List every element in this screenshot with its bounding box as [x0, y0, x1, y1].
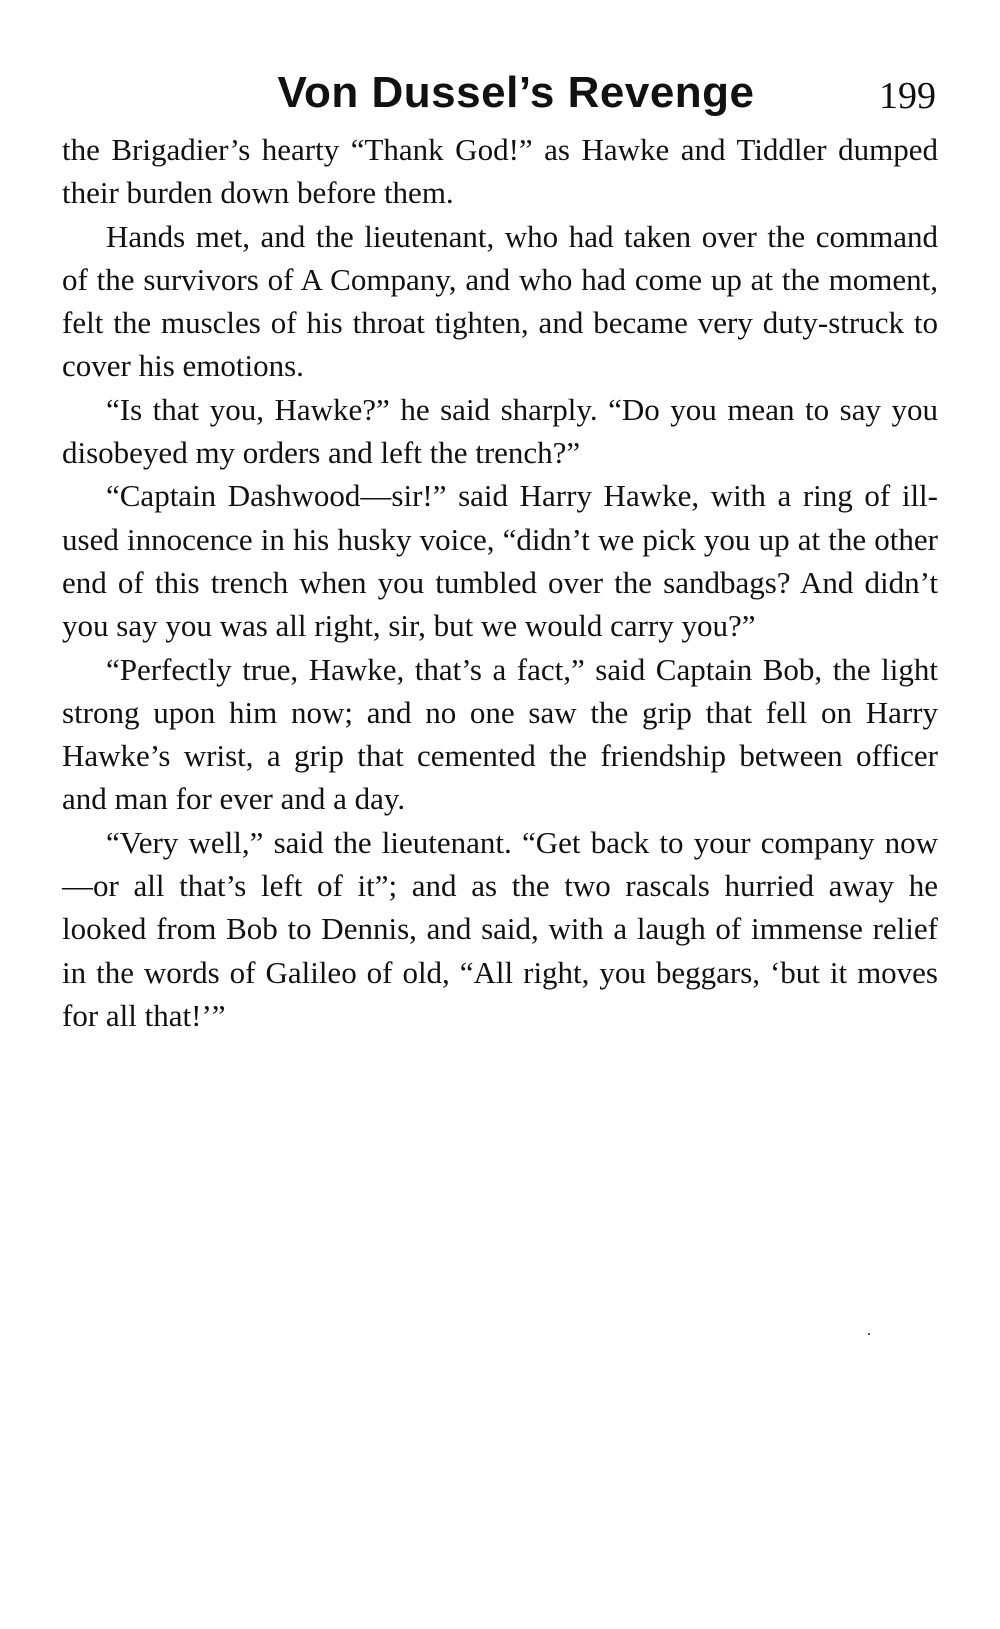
- paragraph: Hands met, and the lieutenant, who had taken over the command of the survivors of A Company, and who had come up at the moment, felt the muscles of his throat tighten, and became very duty-struck to cover his emotions.: [62, 218, 938, 384]
- paragraph: “Captain Dashwood—sir!” said Harry Hawke, with a ring of ill-used innocence in his husky voice, “didn’t we pick you up at the other end of this trench when you tumbled over the sandbags? And didn’t you say you was all right, sir, but we would carry you?”: [62, 478, 938, 644]
- body-text: [62, 128, 938, 1037]
- book-page: [62, 58, 938, 1037]
- print-speck: [868, 1333, 870, 1335]
- paragraph: “Perfectly true, Hawke, that’s a fact,” said Captain Bob, the light strong upon him now; and no one saw the grip that fell on Harry Hawke’s wrist, a grip that cemented the friendship between officer and man for ever and a day.: [62, 651, 938, 817]
- running-title: Von Dussel’s Revenge: [277, 68, 755, 117]
- page-number: 199: [879, 75, 936, 117]
- page-header: [62, 58, 938, 128]
- paragraph-continued: the Brigadier’s hearty “Thank God!” as Hawke and Tiddler dumped their burden down before them.: [62, 132, 938, 211]
- paragraph: “Very well,” said the lieutenant. “Get back to your company now—or all that’s left of it”; and as the two rascals hurried away he looked from Bob to Dennis, and said, with a laugh of immense relief in the words of Galileo of old, “All right, you beggars, ‘but it moves for all that!’”: [62, 824, 938, 1033]
- paragraph: “Is that you, Hawke?” he said sharply. “Do you mean to say you disobeyed my orders and left the trench?”: [62, 391, 938, 471]
